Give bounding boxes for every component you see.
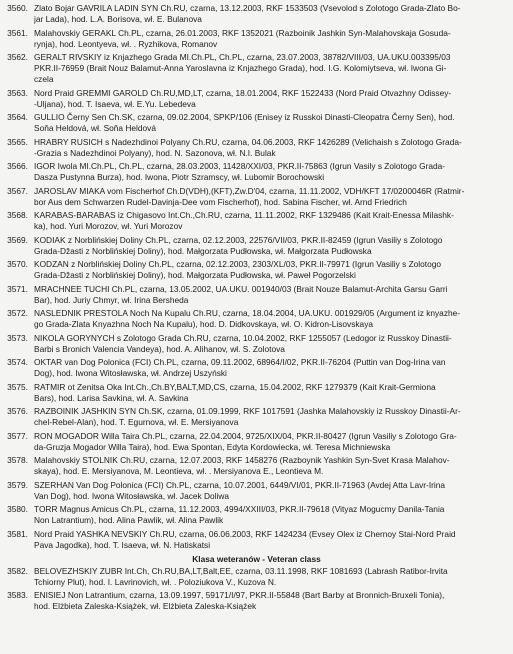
entry-line: ENISIEJ Non Latrantium, czarna, 13.09.1997, 59171/I/97, PKR.II-55848 (Bart Barby at Bronnich-Bruxeli Tonia), bbox=[34, 590, 445, 600]
entry-text bbox=[34, 455, 513, 477]
entry-line: Zlato Bojar GAVRILA LADIN SYN Ch.RU, czarna, 13.12.2003, RKF 1533503 (Vsevolod s Zolotogo Grada-Zlato Bo- bbox=[34, 3, 461, 13]
entry-number: 3570. bbox=[7, 259, 28, 269]
entry-text bbox=[34, 3, 513, 25]
entry-line: -Uljana), hod. T. Isaeva, wł. E.Yu. Lebedeva bbox=[34, 98, 196, 109]
entry-line: go Grada-Zlata Knyazhna Noch Na Kupalu), hod. D. Didkovskaya, wł. O. Kidron-Lisovskaya bbox=[34, 319, 374, 329]
entry-number: 3565. bbox=[7, 136, 28, 147]
entry-number: 3571. bbox=[7, 283, 28, 294]
entry-text bbox=[34, 186, 513, 208]
entry-text bbox=[34, 590, 513, 612]
entry-line: SZERHAN Van Dog Polonica (FCI) Ch.PL, czarna, 10.07.2001, 6449/VI/01, PKR.II-71963 (Avdej Atta Lavr-Irina bbox=[34, 479, 446, 490]
entry-line: IGOR Iwola MI.Ch.PL, Ch.PL, czarna, 28.03.2003, 11428/XXI/03, PKR.II-75863 (Igrun Vasily s Zolotogo Grada- bbox=[34, 161, 446, 171]
entry-line: PKR.II-76959 (Brait Nouz Balamut-Anna Yaroslavna iz Knjazhego Grada), hod. I.G. Kolomiytseva, wł. Iwona Gi- bbox=[34, 63, 447, 73]
entry-line: Bars), hod. Larisa Savkina, wł. A. Savkina bbox=[34, 392, 189, 403]
entry-number: 3572. bbox=[7, 308, 28, 318]
entry-line: Non Latrantium), hod. Alina Pawlik, wł. Alina Pawlik bbox=[34, 515, 224, 525]
entry-line: RATMIR ot Zenitsa Oka Int.Ch.,Ch.BY,BALT,MD,CS, czarna, 15.04.2002, RKF 1279379 (Kait Krait-Germiona bbox=[34, 381, 436, 392]
entry-text bbox=[34, 28, 513, 50]
entry-text bbox=[34, 566, 513, 588]
entry-text bbox=[34, 137, 513, 159]
entry-line: JAROSLAV MIAKA vom Fischerhof Ch.D(VDH),(KFT),Zw.D'04, czarna, 11.11.2002, VDH/KFT 17/0200046R (Ratmir- bbox=[34, 185, 465, 196]
entry-line: hod. Elżbieta Zaleska-Książek, wł. Elżbieta Zaleska-Książek bbox=[34, 601, 257, 611]
catalog-entry bbox=[0, 504, 513, 526]
entries-list bbox=[0, 3, 513, 551]
entry-text bbox=[34, 52, 513, 85]
catalog-entry bbox=[0, 88, 513, 110]
entry-text bbox=[34, 529, 513, 551]
entry-line: HRABRY RUSICH s Nadezhdinoi Polyany Ch.RU, czarna, 04.06.2003, RKF 1426289 (Velichaish s Zolotogo Grada- bbox=[34, 136, 462, 147]
entry-number: 3568. bbox=[7, 210, 28, 220]
entry-text bbox=[34, 88, 513, 110]
entry-text bbox=[34, 284, 513, 306]
entry-text bbox=[34, 308, 513, 330]
entry-line: GULLIO Černy Sen Ch.SK, czarna, 09.02.2004, SPKP/106 (Enisey iz Russkoi Dinasti-Cleopatra Černy Sen), hod. bbox=[34, 112, 455, 122]
catalog-entry bbox=[0, 431, 513, 453]
entry-line: rynja), hod. Leontyeva, wł. . Ryzhikova, Romanov bbox=[34, 38, 218, 49]
entry-line: Pava Jagodka), hod. T. Isaeva, wł. N. Hatiskatsi bbox=[34, 539, 211, 550]
entry-line: Bar), hod. Juriy Chmyr, wł. Irina Bersheda bbox=[34, 294, 189, 305]
entry-line: Dasza Pustynna Burza), hod. Iwona, Piotr Szramscy, wł. Lubomir Borochowski bbox=[34, 172, 325, 182]
catalog-entry bbox=[0, 566, 513, 588]
entry-line: Van Dog), hod. Iwona Witosławska, wł. Jacek Doliwa bbox=[34, 490, 230, 501]
entry-number: 3561. bbox=[7, 27, 28, 38]
entry-line: Dog), hod. Iwona Witosławska, wł. Andrzej Uszyński bbox=[34, 368, 227, 378]
entry-text bbox=[34, 406, 513, 428]
entry-line: KODIAK z Norblińskiej Doliny Ch.PL, czarna, 02.12.2003, 22576/VII/03, PKR.II-82459 (Igrun Vasiliy s Zolotogo bbox=[34, 234, 443, 245]
entry-number: 3574. bbox=[7, 357, 28, 367]
entry-text bbox=[34, 480, 513, 502]
section-heading: Klasa weteranów - Veteran class bbox=[192, 553, 321, 564]
entry-line: OKTAR van Dog Polonica (FCI) Ch.PL, czarna, 09.11.2002, 68964/I/02, PKR.II-76204 (Puttin van Dog-Irina van bbox=[34, 357, 446, 367]
catalog-entry bbox=[0, 357, 513, 379]
entry-line: BELOVEZHSKIY ZUBR Int.Ch, Ch.RU,BA,LT,Balt,EE, czarna, 03.11.1998, RKF 1081693 (Labrash Ratibor-Irvita bbox=[34, 565, 448, 576]
entry-line: Malahovskiy GERAKL Ch.PL, czarna, 26.01.2003, RKF 1352021 (Razboinik Jashkin Syn-Malahovskaja Gosuda- bbox=[34, 27, 451, 38]
entry-line: Nord Praid GREMMI GAROLD Ch.RU,MD,LT, czarna, 18.01.2004, RKF 1522433 (Nord Praid Otvazhny Odissey- bbox=[34, 87, 452, 98]
entry-line: czela bbox=[34, 74, 54, 84]
catalog-entry bbox=[0, 137, 513, 159]
entry-line: RAZBOINIK JASHKIN SYN Ch.SK, czarna, 01.09.1999, RKF 1017591 (Jashka Malahovskiy iz Russkoy Dinastii-Ar- bbox=[34, 406, 461, 416]
entry-number: 3577. bbox=[7, 430, 28, 441]
catalog-entry bbox=[0, 186, 513, 208]
catalog-entry bbox=[0, 590, 513, 612]
catalog-entry bbox=[0, 308, 513, 330]
entry-line: KODZAN z Norblińskiej Doliny Ch.PL, czarna, 02.12.2003, 2303/XL/03, PKR.II-79971 (Igrun Vasiliy s Zolotogo bbox=[34, 259, 442, 269]
entry-number: 3582. bbox=[7, 565, 28, 576]
entry-line: jar Lada), hod. L.A. Borisova, wł. E. Bulanova bbox=[34, 14, 202, 24]
entry-number: 3576. bbox=[7, 406, 28, 416]
entry-line: Barbi s Bronich Valencia Vandeya), hod. A. Alihanov, wł. S. Zolotova bbox=[34, 343, 285, 354]
entry-number: 3583. bbox=[7, 590, 28, 600]
entry-number: 3569. bbox=[7, 234, 28, 245]
entry-number: 3560. bbox=[7, 3, 28, 13]
catalog-entry bbox=[0, 284, 513, 306]
entry-line: Grada-Džasti z Norblińskiej Doliny), hod. Małgorzata Pudłowska, wł. Małgorzata Pudłowska bbox=[34, 245, 372, 256]
entry-number: 3579. bbox=[7, 479, 28, 490]
catalog-entry bbox=[0, 112, 513, 134]
entry-text bbox=[34, 333, 513, 355]
catalog-entry bbox=[0, 259, 513, 281]
catalog-entry bbox=[0, 161, 513, 183]
entry-line: Soňa Heldová, wł. Soňa Heldová bbox=[34, 123, 156, 133]
entry-line: RON MOGADOR Willa Taira Ch.PL, czarna, 22.04.2004, 9725/XIX/04, PKR.II-80427 (Igrun Vasiliy s Zolotogo Gra- bbox=[34, 430, 457, 441]
entry-line: MRACHNEE TUCHI Ch.PL, czarna, 13.05.2002, UA.UKU. 001940/03 (Brait Nouze Balamut-Archita Garsu Garri bbox=[34, 283, 448, 294]
catalog-entry bbox=[0, 455, 513, 477]
catalog-page bbox=[0, 3, 513, 615]
catalog-entry bbox=[0, 333, 513, 355]
entry-line: bor Aus dem Schwarzen Rudel-Davinja-Dee vom Fischerhof), hod. Sabina Fischer, wł. Arnd Friedrich bbox=[34, 196, 407, 207]
entry-line: chel-Rebel-Alan), hod. T. Egurnova, wł. E. Mersiyanova bbox=[34, 417, 239, 427]
entry-text bbox=[34, 504, 513, 526]
veteran-entries-list bbox=[0, 566, 513, 613]
entry-line: -Grazia s Nadezhdinoi Polyany), hod. N. Sazonova, wł. N.I. Bulak bbox=[34, 147, 276, 158]
entry-line: TORR Magnus Amicus Ch.PL, czarna, 11.12.2003, 4994/XXIII/03, PKR.II-79618 (Vityaz Mogucmy Danila-Tania bbox=[34, 504, 445, 514]
entry-line: NIKOLA GORYNYCH s Zolotogo Grada Ch.RU, czarna, 10.04.2002, RKF 1255057 (Ledogor iz Russkoy Dinastii- bbox=[34, 332, 452, 343]
entry-number: 3563. bbox=[7, 87, 28, 98]
entry-number: 3578. bbox=[7, 455, 28, 465]
entry-number: 3562. bbox=[7, 52, 28, 62]
entry-line: da-Gruzja Mogador Willa Taira), hod. Ewa Spontan, Edyta Kordowiecka, wł. Teresa Michniewska bbox=[34, 441, 391, 452]
entry-number: 3573. bbox=[7, 332, 28, 343]
entry-line: GERALT RIVSKIY iz Knjazhego Grada MI.Ch.PL, Ch.PL, czarna, 23.07.2003, 38782/VIII/03, UA.UKU.003395/03 bbox=[34, 52, 451, 62]
entry-number: 3566. bbox=[7, 161, 28, 171]
entry-line: ka), hod. Yuri Morozov, wł. Yuri Morozov bbox=[34, 221, 183, 231]
entry-number: 3575. bbox=[7, 381, 28, 392]
entry-line: NASLEDNIK PRESTOLA Noch Na Kupalu Ch.RU, czarna, 18.04.2004, UA.UKU. 001929/05 (Argument iz knyazhe- bbox=[34, 308, 461, 318]
entry-number: 3581. bbox=[7, 528, 28, 539]
entry-line: skaya), hod. E. Mersiyanova, M. Leontieva, wł. . Mersiyanova E., Leontieva M. bbox=[34, 466, 324, 476]
catalog-entry bbox=[0, 382, 513, 404]
entry-text bbox=[34, 259, 513, 281]
catalog-entry bbox=[0, 210, 513, 232]
entry-text bbox=[34, 210, 513, 232]
catalog-entry bbox=[0, 235, 513, 257]
catalog-entry bbox=[0, 406, 513, 428]
entry-text bbox=[34, 235, 513, 257]
entry-line: KARABAS-BARABAS iz Chigasovo Int.Ch.,Ch.RU, czarna, 11.11.2002, RKF 1329486 (Kait Krait-Enessa Milashk- bbox=[34, 210, 454, 220]
catalog-entry bbox=[0, 480, 513, 502]
entry-line: Nord Praid YASHKA NEVSKIY Ch.RU, czarna, 06.06.2003, RKF 1424234 (Evsey Olex iz Chernoy Stai-Nord Praid bbox=[34, 528, 456, 539]
catalog-entry bbox=[0, 28, 513, 50]
entry-line: Tchiorny Plut), hod. I. Lavrinovich, wł. . Poloziukova V., Kuzova N. bbox=[34, 576, 277, 587]
entry-text bbox=[34, 431, 513, 453]
entry-number: 3564. bbox=[7, 112, 28, 122]
catalog-entry bbox=[0, 3, 513, 25]
catalog-entry bbox=[0, 529, 513, 551]
entry-text bbox=[34, 161, 513, 183]
entry-line: Malahovskiy STOLNIK Ch.RU, czarna, 12.07.2003, RKF 1458276 (Razboynik Yashkin Syn-Svet Krasa Malahov- bbox=[34, 455, 450, 465]
entry-text bbox=[34, 357, 513, 379]
entry-text bbox=[34, 382, 513, 404]
catalog-entry bbox=[0, 52, 513, 85]
entry-text bbox=[34, 112, 513, 134]
entry-number: 3567. bbox=[7, 185, 28, 196]
entry-line: Grada-Džasti z Norblińskiej Doliny), hod. Małgorzata Pudłowska, wł. Paweł Pogorzelski bbox=[34, 270, 356, 280]
entry-number: 3580. bbox=[7, 504, 28, 514]
